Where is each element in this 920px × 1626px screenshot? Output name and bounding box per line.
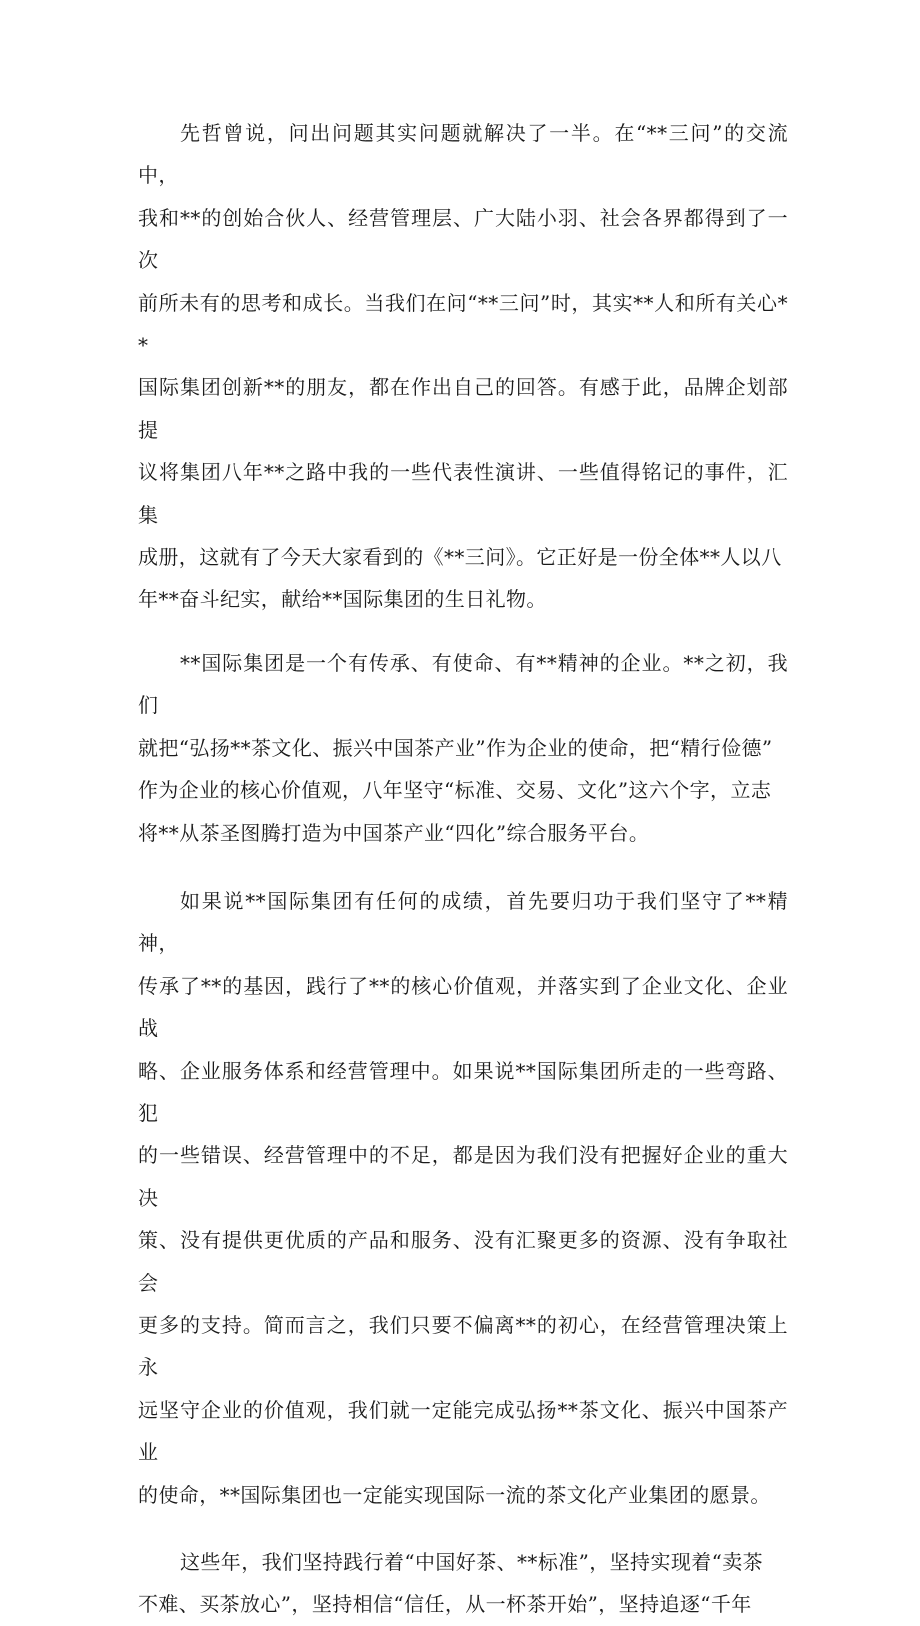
text-line: 国际集团创新**的朋友，都在作出自己的回答。有感于此，品牌企划部提	[138, 375, 788, 442]
text-line: 略、企业服务体系和经营管理中。如果说**国际集团所走的一些弯路、犯	[138, 1058, 788, 1125]
text-line: 就把“弘扬**茶文化、振兴中国茶产业”作为企业的使命，把“精行俭德”	[138, 735, 773, 760]
paragraph-commitment	[138, 1541, 788, 1626]
text-line: 先哲曾说，问出问题其实问题就解决了一半。在“**三问”的交流中，	[138, 121, 788, 188]
text-line: 远坚守企业的价值观，我们就一定能完成弘扬**茶文化、振兴中国茶产业	[138, 1397, 788, 1465]
text-line: 更多的支持。简而言之，我们只要不偏离**的初心，在经营管理决策上永	[138, 1312, 788, 1380]
text-line: 成册，这就有了今天大家看到的《**三问》。它正好是一份全体**人以八	[138, 545, 782, 570]
text-line: 不难、买茶放心”，坚持相信“信任，从一杯茶开始”，坚持追逐“千年	[138, 1592, 752, 1617]
text-line: 作为企业的核心价值观，八年坚守“标准、交易、文化”这六个字，立志	[138, 778, 772, 803]
text-line: 的使命，**国际集团也一定能实现国际一流的茶文化产业集团的愿景。	[138, 1482, 771, 1507]
document-body	[138, 112, 788, 1626]
text-line: 我和**的创始合伙人、经营管理层、广大陆小羽、社会各界都得到了一次	[138, 205, 788, 273]
text-line: 策、没有提供更优质的产品和服务、没有汇聚更多的资源、没有争取社会	[138, 1228, 788, 1295]
text-line: 年**奋斗纪实，献给**国际集团的生日礼物。	[138, 587, 547, 612]
text-line: 如果说**国际集团有任何的成绩，首先要归功于我们坚守了**精神，	[138, 888, 788, 956]
text-line: 将**从茶圣图腾打造为中国茶产业“四化”综合服务平台。	[138, 820, 650, 845]
text-line: 议将集团八年**之路中我的一些代表性演讲、一些值得铭记的事件，汇集	[138, 460, 788, 527]
text-line: 传承了**的基因，践行了**的核心价值观，并落实到了企业文化、企业战	[138, 973, 788, 1041]
paragraph-preface	[138, 112, 788, 621]
text-line: 这些年，我们坚持践行着“中国好茶、**标准”，坚持实现着“卖茶	[180, 1550, 764, 1574]
text-line: 前所未有的思考和成长。当我们在问“**三问”时，其实**人和所有关心**	[138, 290, 788, 358]
paragraph-mission	[138, 642, 788, 854]
text-line: **国际集团是一个有传承、有使命、有**精神的企业。**之初，我们	[138, 650, 788, 718]
text-line: 的一些错误、经营管理中的不足，都是因为我们没有把握好企业的重大决	[138, 1143, 788, 1210]
paragraph-achievements	[138, 880, 788, 1516]
